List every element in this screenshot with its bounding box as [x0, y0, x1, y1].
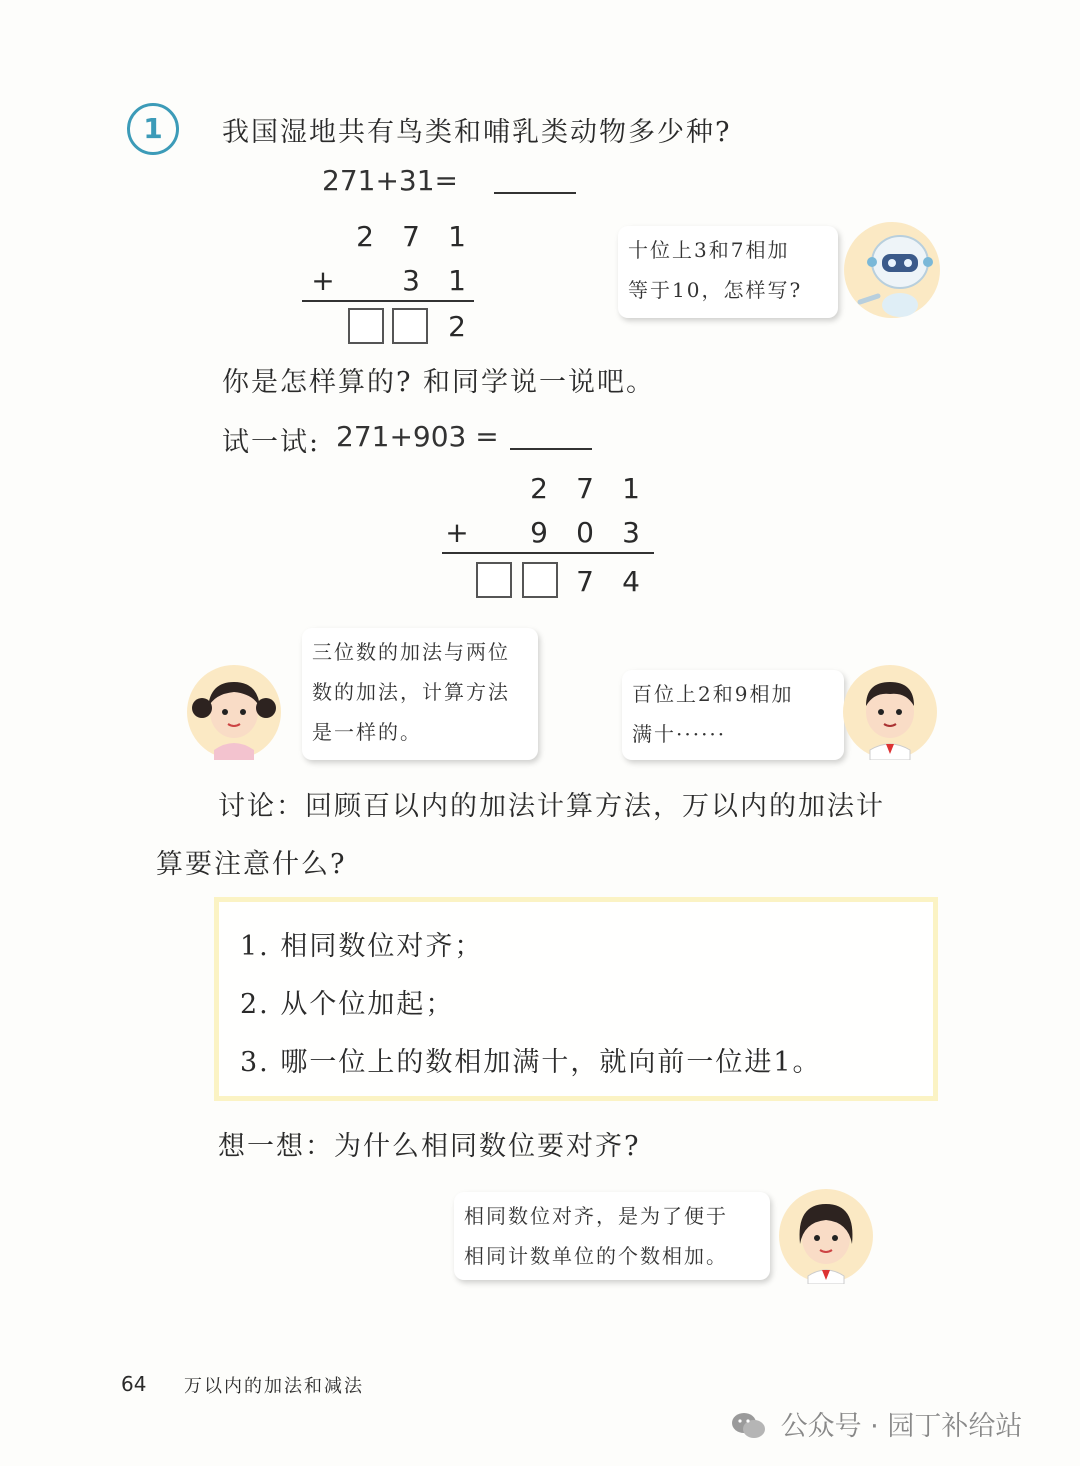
- problem-number-badge: 1: [127, 103, 179, 155]
- calc2-digit: 2: [530, 472, 548, 505]
- calc1-digit: 3: [402, 264, 420, 297]
- calc1-result-digit: 2: [448, 310, 466, 343]
- answer-blank-1: [494, 192, 576, 194]
- bubble-line: 等于10，怎样写?: [628, 278, 803, 302]
- robot-icon: [842, 220, 942, 320]
- girl-speech-bubble: [302, 628, 538, 760]
- problem-question: 我国湿地共有鸟类和哺乳类动物多少种?: [222, 117, 732, 148]
- bubble-line: 相同数位对齐，是为了便于: [464, 1204, 728, 1228]
- rule-item: 3. 哪一位上的数相加满十，就向前一位进1。: [240, 1047, 822, 1078]
- boy-speech-bubble: [622, 670, 844, 760]
- explain-prompt: 你是怎样算的? 和同学说一说吧。: [222, 367, 656, 398]
- boy-avatar: [842, 664, 938, 760]
- answer-box[interactable]: [476, 562, 512, 598]
- bubble-line: 满十······: [632, 722, 727, 746]
- sum-line-1: [302, 300, 474, 302]
- chapter-title: 万以内的加法和减法: [184, 1376, 364, 1397]
- try-label: 试一试:: [222, 427, 321, 458]
- girl-icon: [778, 1188, 874, 1284]
- robot-speech-bubble: [618, 226, 838, 318]
- boy-icon: [842, 664, 938, 760]
- page-number: 64: [121, 1372, 147, 1396]
- discussion-line-2: 算要注意什么?: [156, 849, 347, 880]
- calc1-digit: 7: [402, 220, 420, 253]
- answer-box[interactable]: [392, 308, 428, 344]
- calc2-digit: 1: [622, 472, 640, 505]
- try-equation: 271+903 =: [336, 420, 499, 453]
- bubble-line: 三位数的加法与两位: [312, 640, 510, 664]
- watermark: [730, 1404, 1022, 1443]
- equation-1: 271+31=: [322, 164, 458, 197]
- girl-icon: [186, 664, 282, 760]
- bubble-line: 数的加法，计算方法: [312, 680, 510, 704]
- wechat-icon: [730, 1411, 766, 1441]
- answer-box[interactable]: [348, 308, 384, 344]
- calc2-digit: 9: [530, 516, 548, 549]
- think-prompt: 想一想：为什么相同数位要对齐?: [218, 1131, 641, 1162]
- bubble-line: 百位上2和9相加: [632, 682, 794, 706]
- discussion-line-1: 讨论：回顾百以内的加法计算方法，万以内的加法计: [218, 791, 885, 822]
- calc2-result-digit: 7: [576, 565, 594, 598]
- girl2-speech-bubble: [454, 1192, 770, 1280]
- answer-blank-2: [510, 448, 592, 450]
- plus-sign: +: [311, 264, 335, 297]
- plus-sign: +: [445, 516, 469, 549]
- calc2-digit: 7: [576, 472, 594, 505]
- bubble-line: 十位上3和7相加: [628, 238, 790, 262]
- answer-box[interactable]: [522, 562, 558, 598]
- rule-item: 2. 从个位加起；: [240, 989, 455, 1020]
- calc2-digit: 0: [576, 516, 594, 549]
- calc1-digit: 2: [356, 220, 374, 253]
- calc2-digit: 3: [622, 516, 640, 549]
- sum-line-2: [442, 552, 654, 554]
- girl-avatar: [186, 664, 282, 760]
- calc1-digit: 1: [448, 264, 466, 297]
- rule-item: 1. 相同数位对齐；: [240, 931, 484, 962]
- bubble-line: 是一样的。: [312, 720, 422, 744]
- watermark-text: 公众号 · 园丁补给站: [780, 1411, 1023, 1442]
- calc1-digit: 1: [448, 220, 466, 253]
- bubble-line: 相同计数单位的个数相加。: [464, 1244, 728, 1268]
- calc2-result-digit: 4: [622, 565, 640, 598]
- girl2-avatar: [778, 1188, 874, 1284]
- robot-avatar: [842, 220, 942, 320]
